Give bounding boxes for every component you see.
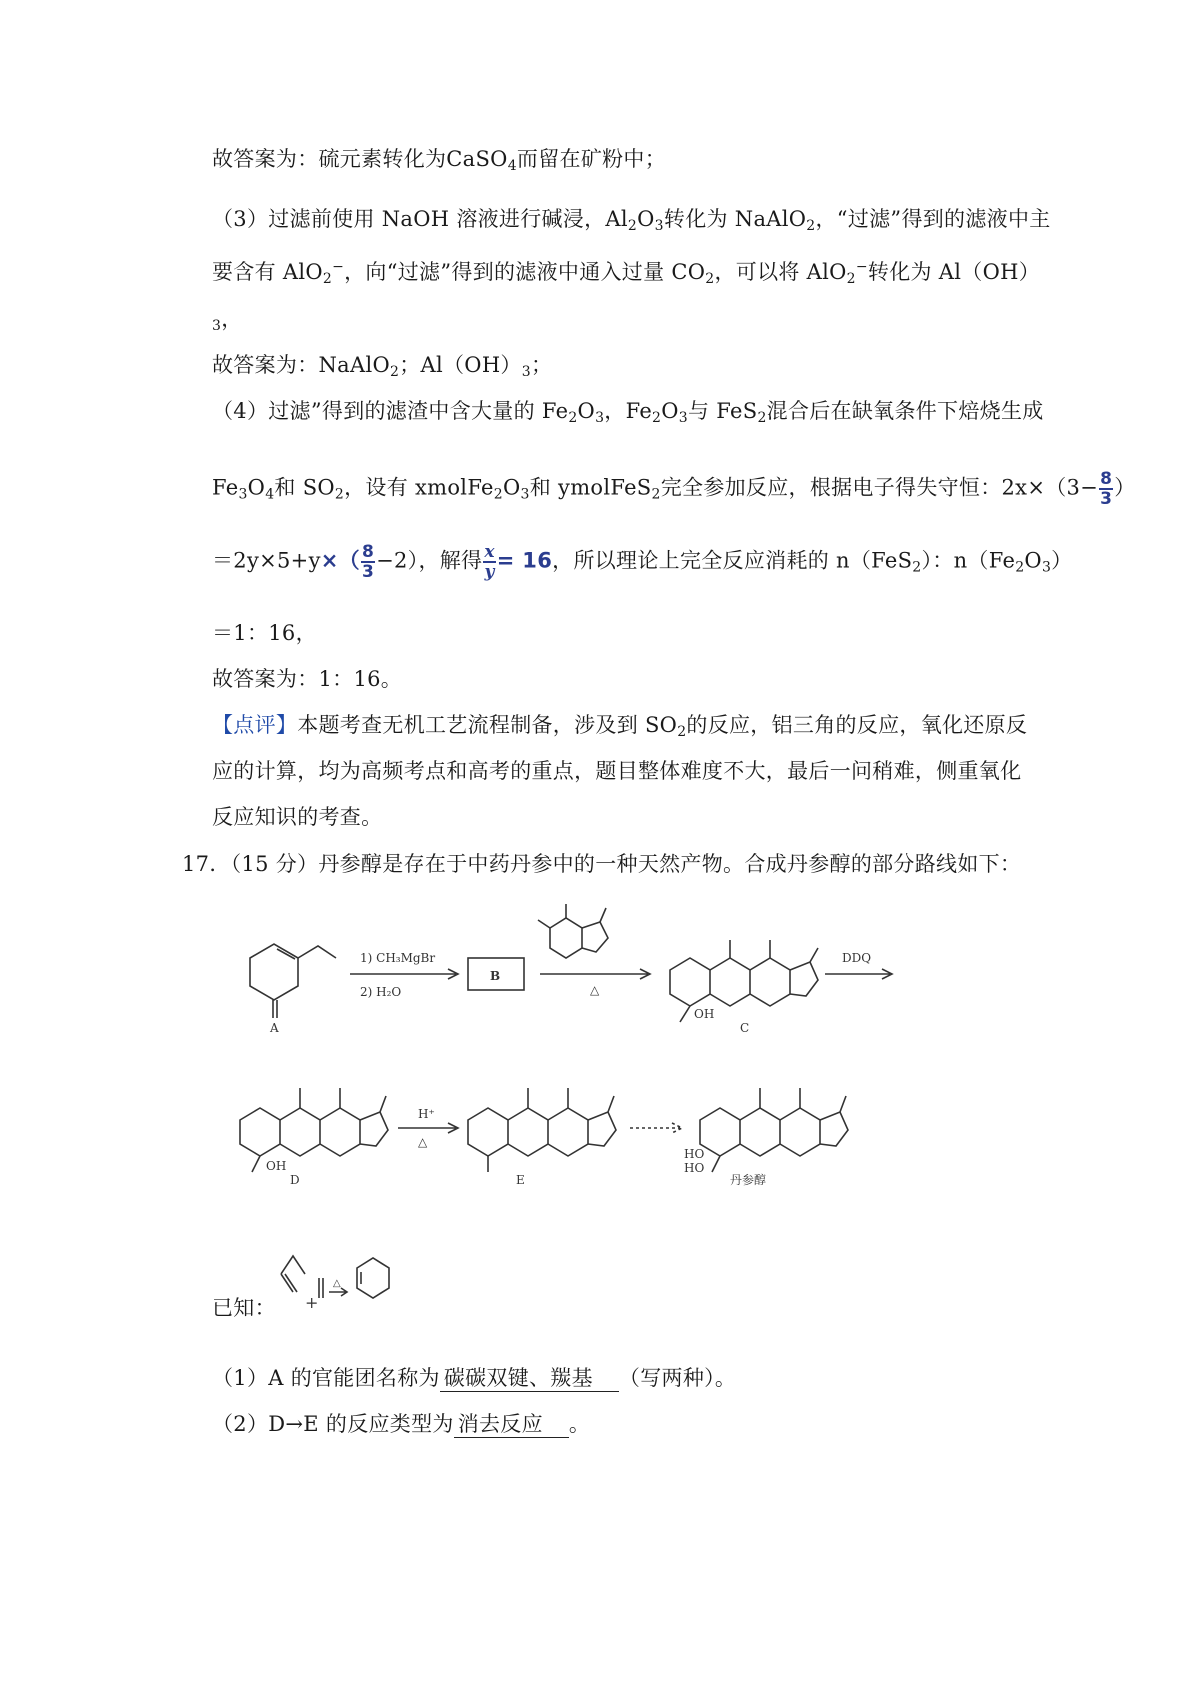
text: ＝2y×5+y	[212, 548, 321, 573]
reaction-arrow-1	[350, 969, 458, 979]
text: O	[637, 207, 655, 231]
fraction-numerator: x	[484, 542, 495, 562]
reaction-arrow-2	[540, 969, 650, 979]
math-text: ×（	[320, 548, 360, 573]
text: （写两种）。	[618, 1366, 737, 1390]
text: ；Al（OH）	[399, 353, 522, 377]
text: 要含有 AlO	[212, 260, 323, 284]
compound-e-structure	[468, 1088, 616, 1172]
part3-line-2	[212, 258, 1040, 286]
reaction-arrow-dashed	[630, 1123, 682, 1133]
text: ）：n（Fe	[921, 548, 1016, 573]
text: O	[577, 399, 596, 423]
text: ，可以将 AlO	[714, 260, 847, 284]
text: （3）过滤前使用 NaOH 溶液进行碱浸，Al	[212, 207, 628, 231]
answer-line-3	[212, 351, 552, 379]
subscript: 3	[1041, 559, 1052, 576]
part4-line-3	[212, 543, 1072, 581]
text: ；	[530, 353, 553, 377]
subscript: 3	[678, 410, 689, 426]
fraction-8-3	[1099, 470, 1113, 508]
text: （1）A 的官能团名称为	[212, 1366, 440, 1390]
text: ＝1：16，	[212, 621, 317, 645]
text: ，“过滤”得到的滤液中主	[815, 207, 1051, 231]
text: 与 FeS	[688, 399, 758, 423]
reagent-acid: H⁺	[418, 1107, 435, 1121]
comment-line-3	[212, 803, 382, 831]
subscript: 2	[677, 724, 687, 740]
text: 反应知识的考查。	[212, 805, 383, 829]
math-text: = 16	[496, 548, 553, 573]
comment-line-2	[212, 757, 1021, 785]
part3-line-3	[212, 305, 243, 333]
text: 完全参加反应，根据电子得失守恒：2x×（3−	[660, 475, 1099, 500]
text: O	[247, 475, 266, 500]
danshenol-structure	[700, 1088, 848, 1172]
reagent-1: 1) CH₃MgBr	[360, 951, 436, 965]
subscript: 4	[265, 486, 275, 503]
label-e: E	[516, 1173, 525, 1187]
text: ，	[221, 307, 243, 331]
comment-line-1	[212, 711, 1027, 739]
subscript: 3	[595, 410, 605, 426]
oh-label-c: OH	[694, 1007, 715, 1021]
text: （4）过滤”得到的滤渣中含大量的 Fe	[212, 399, 569, 423]
fraction-denominator: 3	[1100, 489, 1113, 509]
text: −2），解得	[376, 548, 483, 573]
text: ，向“过滤”得到的滤液中通入过量 CO	[344, 260, 706, 284]
subscript: 2	[652, 410, 662, 426]
fraction-8-3	[361, 543, 375, 581]
text: 。	[568, 1412, 591, 1436]
diels-alder-known-scheme	[275, 1248, 415, 1320]
text: 故答案为：1：16。	[212, 667, 403, 691]
heat-symbol-1: △	[590, 983, 600, 997]
subscript: 2	[390, 364, 400, 380]
label-danshenol: 丹参醇	[730, 1173, 767, 1187]
text: 转化为 NaAlO	[663, 207, 807, 231]
text: Fe	[212, 475, 239, 500]
text: 转化为 Al（OH）	[867, 260, 1041, 284]
answer-blank: 消去反应	[454, 1411, 569, 1438]
text: 本题考查无机工艺流程制备，涉及到 SO	[297, 713, 678, 737]
superscript: −	[332, 259, 345, 275]
text: O	[1024, 548, 1042, 573]
text: 应的计算，均为高频考点和高考的重点，题目整体难度不大，最后一问稍难，侧重氧化	[212, 759, 1022, 783]
fraction-numerator: 8	[1100, 469, 1113, 489]
plus-sign: +	[305, 1293, 319, 1312]
oh-label-d: OH	[266, 1159, 287, 1173]
text: 和 SO	[274, 475, 335, 500]
subscript: 2	[912, 559, 922, 576]
compound-c-structure	[670, 940, 818, 1022]
text: 已知：	[212, 1296, 276, 1320]
compound-a-structure	[250, 944, 336, 1018]
subscript: 3	[521, 364, 531, 380]
subscript: 2	[846, 271, 856, 287]
subscript: 2	[334, 486, 345, 503]
compound-d-structure	[240, 1088, 388, 1172]
text: 和 ymolFeS	[529, 475, 652, 500]
fraction-x-y	[483, 543, 495, 581]
text: ）	[1114, 475, 1136, 500]
subquestion-2	[212, 1410, 590, 1438]
text: ）	[1051, 548, 1073, 573]
part4-line-4	[212, 619, 317, 647]
heat-symbol-2: △	[418, 1135, 428, 1149]
subscript: 3	[654, 218, 664, 234]
comment-tag: 【点评】	[212, 713, 298, 737]
subscript: 4	[507, 158, 517, 174]
reagent-ddq: DDQ	[842, 951, 872, 965]
answer-line-2	[212, 145, 666, 173]
subscript: 2	[627, 218, 638, 234]
question-17-heading	[182, 850, 1021, 878]
fraction-numerator: 8	[361, 542, 375, 562]
fraction-denominator: 3	[361, 562, 375, 582]
part3-line-1	[212, 205, 1051, 233]
text: ，Fe	[604, 399, 653, 423]
dienophile-structure	[538, 904, 608, 958]
subscript: 2	[493, 486, 503, 503]
reaction-arrow-ddq	[825, 969, 892, 979]
subscript: 2	[757, 410, 767, 426]
text: （2）D→E 的反应类型为	[212, 1412, 454, 1436]
subscript: 2	[1015, 559, 1025, 576]
reagent-2: 2) H₂O	[360, 985, 402, 999]
text: O	[503, 475, 521, 500]
superscript: −	[855, 259, 868, 275]
text: 的反应，铝三角的反应，氧化还原反	[686, 713, 1028, 737]
text: ，设有 xmolFe	[344, 475, 494, 500]
known-reaction	[212, 1294, 276, 1322]
subscript: 2	[322, 271, 333, 287]
subscript: 2	[806, 218, 816, 234]
subquestion-1	[212, 1364, 736, 1392]
text: ，所以理论上完全反应消耗的 n（FeS	[552, 548, 913, 573]
ho-label-2: HO	[684, 1161, 705, 1175]
synthesis-scheme	[210, 900, 910, 1240]
heat-symbol-known: △	[333, 1278, 341, 1289]
text: 故答案为：硫元素转化为CaSO	[212, 147, 508, 171]
subscript: 2	[651, 486, 661, 503]
subscript: 3	[212, 318, 222, 334]
label-a: A	[270, 1021, 279, 1035]
subscript: 2	[705, 271, 715, 287]
label-b: B	[490, 969, 501, 983]
ho-label-1: HO	[684, 1147, 705, 1161]
text: 混合后在缺氧条件下焙烧生成	[766, 399, 1044, 423]
label-c: C	[740, 1021, 750, 1035]
answer-line-4	[212, 665, 402, 693]
text: O	[661, 399, 679, 423]
text: 17．（15 分）丹参醇是存在于中药丹参中的一种天然产物。合成丹参醇的部分路线如下：	[182, 852, 1022, 876]
part4-line-1	[212, 397, 1044, 425]
fraction-denominator: y	[484, 562, 495, 582]
text: 故答案为：NaAlO	[212, 353, 390, 377]
answer-blank: 碳碳双键、羰基	[440, 1365, 619, 1392]
part4-line-2	[212, 470, 1136, 508]
text: 而留在矿粉中；	[516, 147, 667, 171]
reaction-arrow-acid	[398, 1123, 458, 1133]
subscript: 3	[238, 486, 248, 503]
subscript: 2	[568, 410, 578, 426]
label-d: D	[290, 1173, 300, 1187]
subscript: 3	[520, 486, 530, 503]
